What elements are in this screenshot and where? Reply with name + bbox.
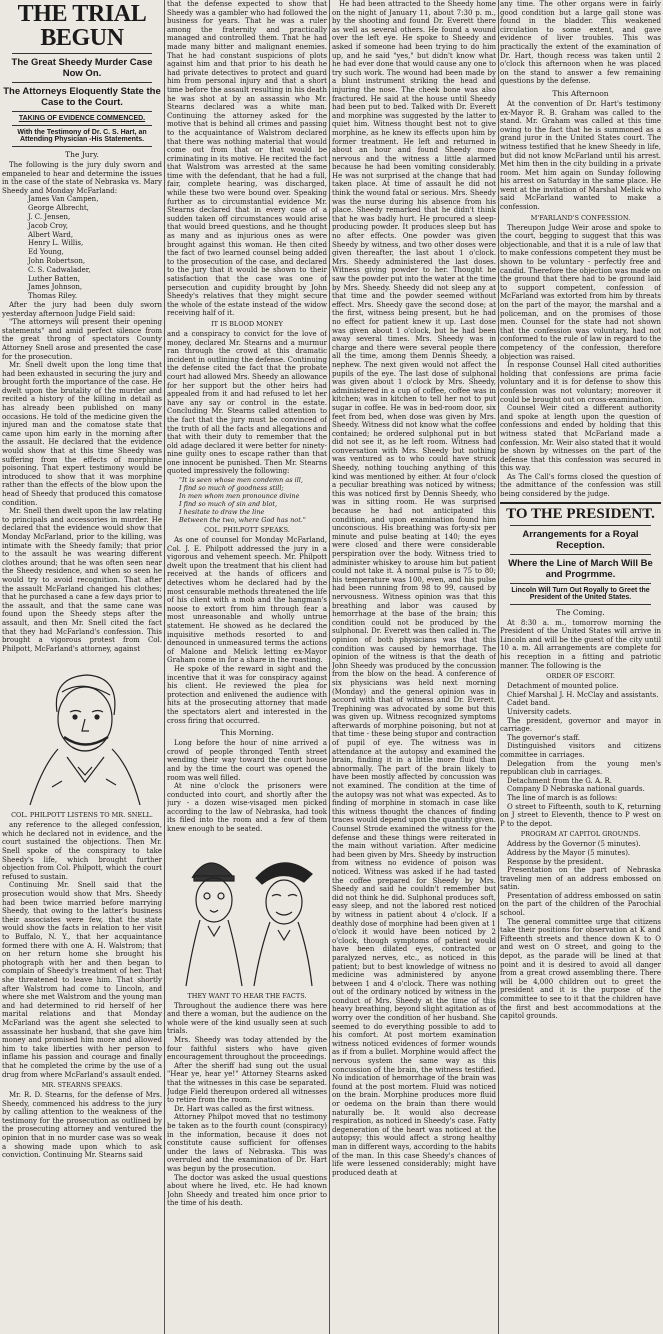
article-paragraph: O street to Fifteenth, south to K, returning on J street to Eleventh, thence to P west on P to the depot. [500,802,661,828]
article-paragraph: At 8:30 a. m., tomorrow morning the President of the United States will arrive in Lincoln and will be the guest of the city until 10 a. m. All arrangements are complete for his reception in a fitting and patriotic manner. The following is the [500,618,661,670]
article-paragraph: and a conspiracy to convict for the love of money, declared Mr. Stearns and a murmur ran through the crowd at this dramatic incident in outlining the defense. Continuing the defense cited the fact that the probate court had allowed Mrs. Sheedy an allowance for her support but the other heirs had appealed from it and had refused to let her have any say or control in the estate. Concluding Mr. Stearns called attention to the fact that the jury must be convinced of the truth of all the facts and allegations and that with their duty to remember that the old adage declared it were better for ninety-nine guilty ones to escape rather than that one innocent be punished. Then Mr. Stearns quoted impressively the following: [167,329,327,476]
poem-line: I find so much of sin and blot, [179,500,278,509]
escort-item: Delegation from the young men's republican club in carriages. [500,759,661,777]
president-deck-1: Arrangements for a Royal Reception. [522,528,639,551]
section-heading: This Afternoon [552,88,609,98]
section-heading: IT IS BLOOD MONEY [211,319,283,328]
article-paragraph: After the sheriff had sung out the usual "Hear ye, hear ye!" Attorney Stearns asked that the witnesses in this case be separated. Judge Field thereupon ordered all witnesses to retire from the room. [167,1061,327,1105]
article-paragraph: As one of counsel for Monday McFarland, Col. J. E. Philpott addressed the jury in a vigorous and vehement speech. Mr. Philpott dwelt upon the treatment that his client had received at the hands of officers and detectives whom he declared had by the most censurable methods threatened the life of his client with a mob and the hangman's noose to extort from him through fear a most unreasonable and wholly untrue statement. He showed as he declared the inquisitive methods resorted to and denounced in unmeasured terms the actions of Malone and Melick letting ex-Mayor Graham come in for a share in the roasting. [167,536,327,665]
escort-item: Cadet band. [507,699,551,708]
article-paragraph: He had been attracted to the Sheedy home on the night of January 11, about 7:30 p. m., by the shooting and found Dr. Everett there as well as several others. He found a wound over the left eye. He spoke to Sheedy and asked if someone had been trying to do him up, and he said "yes," but didn't know what he had ever done that would cause any one to try such work. The wound had been made by a blunt instrument striking the head and injuring the nose. The cheek bone was also fractured. He said at the house until Sheedy had been put to bed. Talked with Dr. Everett and morphine was suggested by the latter to quiet him. Witness thought best not to give morphine, as he knew its effects upon him by former treatment. He left and returned in about an hour and found Sheedy more nervous and the witness a little alarmed because he had been vomiting considerably. He was not surprised at the change that had taken place. At time of assault he did not think the wound fatal or serious. Mrs. Sheedy was the nurse during his absence from his place. Sheedy remarked that he didn't think that he was badly hurt. He procured a sleep-producing powder. It produces sleep but has no after effects. One powder was given Sheedy by witness, and two other doses were given thereafter, the last about 1 o'clock. Mrs. Sheedy administered the last doses. Witness giving powder to her. Thought he saw the powder put into the water at the time by Mrs. Sheedy. Sheedy did not sleep any at that time and the powder seemed without effect. Mrs. Sheedy gave the second dose; at the first, witness being present, but he had no effect for patient knew it up. Last dose was given about 1 o'clock, but he had been away several times. Mrs. Sheedy was in charge and there were several people there all the time, among them Dennis Sheedy, a nephew. The next given would not affect the pupils of the eye. The last dose of sulphonal was given about 1 o'clock by Mrs. Sheedy, administered in a cup of coffee, coffee was in kitchen; was in kitchen to tell her not to put sugar in coffee. He was in bed-room door, six feet from bed, when dose was given by Mrs. Sheedy. Witness did not know what the coffee contained; he ordered sulphonal put in but did not see it, as he left room. Witness had conversation with Mrs. Sheedy but nothing was ventured as to who could have struck Sheedy, nothing touching anything of this kind was mentioned by either. At four o'clock a peculiar breathing was noticed by witness; this was noticed first by Dennis Sheedy, who was in sitting room. He was surprised because he had not anticipated this condition, and upon examination found him unconscious. His breathing was forty-six per minute and pulse beating at 140; the eyes were closed and there were considerable perspiration over the body. Witness tried to administer whiskey to arouse him but patient could not take it. A normal pulse is 75 to 80; his temperature was 100, even, and his pulse had been running from 98 to 99, caused by nervousness. Witness opinion was that this breathing and labor was caused by hemorrhage at the base of the brain; this condition could not be produced by the sulphonal. Dr. Everett was then called in. The opinion of both physicians was that this condition was caused by hemorrhage. The opinion of the witness is that the death of John Sheedy was produced by the concussion from the blow on the head. A conference of six physicians was held next morning (Monday) and the general opinion was in accord with that of witness and Dr. Everett. Trephining was advocated by some but this was given up. Witness recognized symptoms afterwards of morphine poisoning, but not at that time - these being stupor and contraction of pupil of eye. The witness was in attendance at the autopsy and examined the brain, finding it in a little more fluid than abnormally. The part of the brain likely to have been mostly affected by concussion was not examined. The condition at the time of the autopsy was not what was expected. As to finding of morphine in stomach in case like this witness thought the chances of finding traces would depend upon the quantity given. Counsel Strode examined the witness for the defense and these things were reiterated in the main without variation. After medicine had been given by Mrs. Sheedy by instruction from witness no evidence of poison was noticed. Witness was asked if he had tasted the coffee prepared for Sheedy by Mrs. Sheedy and said he couldn't remember but did not think he did. Sulphonal produces soft, easy sleep, and not the labored rest noticed by witness in patient about 4 o'clock. If a deathly dose of morphine had been given at 1 o'clock it would have been noticed by 2 o'clock, though symptoms of patient would have been dilated eyes, contracted or paralyzed nerves, etc., as noticed in this patient; but to best knowledge of witness no medicine was administered by anyone between 1 and 4 o'clock. There was nothing out of the ordinary noticed by witness in the conduct of Mrs. Sheedy at the time of this heavy breathing, beyond slight agitation as of worry over the condition of her husband. She seemed to do everything possible to add to his comfort. At post mortem examination witness noticed evidences of former wounds as if from a bullet. Morphine would affect the nervous system the same way as this concussion of the brain, the witness testified. No indication of hemorrhage of the brain was found at the post mortem. Fluid was noticed on the brain. Morphine produces more fluid or oedema on the brain than there would naturally be. It would also decrease respiration, as noticed in Sheedy's case. Fatty degeneration of the heart was noticed at the autopsy; this would affect a strong healthy man in different ways, according to the habits of the man. In this case Sheedy's chances of life were lessened considerably; might have produced death at [332,0,496,1177]
juror: John Robertson, [28,256,86,265]
article-paragraph: Attorney Philpot moved that no testimony be taken as to the fourth count (conspiracy) in the information, because it does not constitute cause sufficient for offenses under the laws of Nebraska. This was overruled and the examination of Dr. Hart was begun by the prosecution. [167,1113,327,1173]
article-paragraph: Long before the hour of nine arrived a crowd of people thronged Tenth street wending their way toward the court house and by the time the court was opened the room was well filled. [167,739,327,782]
article-paragraph: that the defense expected to show that Sheedy was a gambler who had followed the business for years. That he was a ruler among the fraternity and practically managed and controlled them. That he had made many bitter and malignant enemies. That he had constant suspicions of plots against him and that prior to his death he had private detectives to protect and guard him from personal injury and that a short time before the assault resulting in his death he was shot at by an assassin who Mr. Stearns declared was a white man. Continuing the attorney asked for the motive that is behind all crimes and passing to the acquaintance of Walstrom declared that there was nothing material that would come out from that or that would be criminating in its motive. He recited the fact that Walstrom was arrested at the same time with the defendant, that he had a full, fair, complete hearing, was discharged, while these two were bound over. Speaking further as to circumstantial evidence Mr. Stearns declared that in every case of a sudden taken off circumstances would arise that would breed questions, and he thought as many and as injurious ones as were brought against this woman. He then cited the fact of two learned counsel being added to the prosecution of the case, and declared to the jury that it would be shown to their satisfaction that the case was one of persecution and cupidity brought by John Sheedy's relatives that they might secure the whole of the estate instead of the widow receiving half of it. [167,0,327,318]
program-item: Address by the Mayor (5 minutes). [507,848,631,857]
column-rule [164,0,165,1334]
column-2 [167,0,327,1334]
poem-line: In men whom men pronounce divine [179,492,300,501]
jury-heading: The Jury. [65,150,99,159]
article-paragraph: As The Call's forms closed the question of the admittance of the confession was still being considered by the judge. [500,472,661,499]
section-heading: MR. STEARNS SPEAKS. [41,1081,123,1090]
philpott-portrait-illustration [12,657,152,807]
escort-item: Company D Nebraska national guards. [507,785,645,794]
program-item: Presentation of address embossed on satin on the part of the children of the Parochial school. [500,891,661,918]
column-4 [500,0,661,1334]
poem-line: I hesitate to draw the line [179,508,265,517]
juror: Ed Young, [28,248,64,257]
juror: Thomas Riley. [28,292,78,301]
poem-line: I find so much of goodness still; [179,484,284,493]
escort-item: University cadets. [507,708,572,716]
article-paragraph: Mr. Snell then dwelt upon the law relating to principals and accessories in murder. He declared that the evidence would show that Monday McFarland, prior to the killing, was intimate with the Sheedy family; that prior to the assault he was wearing different clothes around; that he was often seen near the Sheedy residence, and when so seen he would try to avoid recognition. That after the assault McFarland changed his clothes; that he purchased a cane a few days prior to the assault, and that the same cane was found upon the Sheedy steps after the assault, and then Mr. Snell cited the fact that they had McFarland's confession. This brought a vigorous protest from Col. Philpott, McFarland's attorney, against [2,507,162,653]
trial-deck-1: The Great Sheedy Murder Case Now On. [11,57,153,79]
article-paragraph: At nine o'clock the prisoners were conducted into court, and shortly after the jury - a dozen wise-visaged men picked according to the law of Nebraska, had took its filed into the room and a few of them knew enough to be seated. [167,782,327,834]
column-1 [2,0,162,1334]
trial-headline: THE TRIAL BEGUN [17,1,147,51]
article-paragraph: The doctor was asked the usual questions about where he lived, etc. He had known John Sheedy and treated him once prior to the time of his death. [167,1173,327,1208]
poem-line: Between the two, where God has not." [179,516,306,525]
program-item: Response by the president. [507,857,604,866]
illustration-caption: COL. PHILPOTT LISTENS TO MR. SNELL. [11,811,153,820]
section-heading: The Coming. [556,607,605,617]
article-paragraph: Dr. Hart was called as the first witness. [174,1104,315,1113]
juror: J. C. Jensen, [28,212,71,221]
article-paragraph: Mrs. Sheedy was today attended by the four faithful sisters who have given encouragement throughout the proceedings. [167,1036,327,1062]
article-paragraph: In response Counsel Hall cited authorities holding that confessions are prima facie voluntary and it is for defense to show this confession was not voluntary; moreover it could be brought out on cross-examination. [500,361,661,404]
escort-item: Chief Marshal J. H. McClay and assistants. [507,690,659,699]
section-heading: This Morning. [220,728,274,738]
poem-line: "It is seen whose men condemn as ill, [179,476,303,485]
section-heading: The line of march is as follows: [507,793,618,802]
juror: Albert Ward, [28,230,74,239]
escort-item: Distinguished visitors and citizens committee in carriages. [500,742,661,759]
juror: Henry L. Willis, [28,239,84,248]
juror: James Van Campen, [28,195,99,204]
juror: George Albrecht, [28,204,89,213]
section-heading: PROGRAM AT CAPITOL GROUNDS. [520,830,641,839]
article-paragraph: At the convention of Dr. Hart's testimony ex-Mayor R. B. Graham was called to the stand. Mr. Graham was called at this time owing to the fact that he is summoned as a grand juror in the United States court. The witness testified that he knew Sheedy in life, but did not know McFarland until his arrest. Met him then in the city building in a private room. Met him again on Sunday following his arrest on Saturday in the same place. He went at the invitation of Marshal Melick who said McFarland wanted to make a confession. [500,99,661,212]
article-paragraph: any time. The other organs were in fairly good condition but a large gall stone was found in the bladder. This weakened circulation to some extent, and gave evidence of liver troubles. This was practically the extent of the examination of Dr. Hart, though recess was taken until 2 o'clock this afternoon when he was placed on the stand to answer a few remaining questions by the defense. [500,0,661,86]
article-paragraph: any reference to the alleged confession, which he declared not in evidence, and the court sustained the objections. Then Mr. Snell spoke of the conspiracy to take Sheedy's life, which brought further objection from Col. Philpott, which the court refused to sustain. [2,821,162,881]
article-paragraph: After the jury had been duly sworn yesterday afternoon Judge Field said: [2,300,162,318]
article-paragraph: Mr. Snell dwelt upon the long time that had been exhausted in securing the jury and brought forth the importance of the case. He dwelt upon the brutality of the murder and recited a history of the killing in detail as has already been published on many occasions. He told of the medicine given the injured man and the comatose state that came upon him early in the morning after the assault. He declared that the evidence would show that at this time Sheedy was suffering from the effects of morphine poisoning. That expert testimony would be introduced to show that it was morphine rather than the effects of the blow upon the head of Sheedy that produced this comatose condition. [2,361,162,507]
trial-deck-3: TAKING OF EVIDENCE COMMENCED. [18,115,146,122]
program-item: Address by the Governor (5 minutes). [507,840,641,849]
article-paragraph: Thereupon Judge Weir arose and spoke to the court, begging to suggest that this was objectionable, and that it is a rule of law that to make confessions competent they must be shown to be voluntary - perfectly free and candid. Therefore the objection was made on the ground that there had to be ground laid to support competent, confession of McFarland was extorted from him by threats on the part of the mayor, the marshal and a policeman, and on the promises of those men. Counsel for the state had not shown that the confession was voluntary, had not conformed to the rule of law in regard to the competency of the confession, therefore objection was raised. [500,223,661,361]
column-3 [332,0,496,1334]
escort-item: The president, governor and mayor in carriage. [500,716,661,734]
column-rule [498,0,499,1334]
section-heading: ORDER OF ESCORT. [546,672,615,681]
president-headline: TO THE PRESIDENT. [506,505,655,522]
juror: C. S. Cadwalader, [28,265,91,274]
article-paragraph: He spoke of the reward in sight and the incentive that it was for conspiracy against his client. He reviewed the plea for protection and enlivened the audience with hits at the prosecuting attorney that made the spectators alert and interested in the cross firing that occurred. [167,664,327,725]
article-paragraph: Mr. R. D. Stearns, for the defense of Mrs. Sheedy, commenced his address to the jury by calling attention to the weakness of the testimony for the prosecution as outlined by the prosecuting attorney and ventured the opinion that in no murder case was so weak a showing made upon which to ask conviction. Continuing Mr. Stearns said [2,1091,162,1160]
article-paragraph: "The attorneys will present their opening statements" and amid perfect silence from the great throng of spectators County Attorney Snell arose and presented the case for the prosecution. [2,318,162,361]
jury-intro: The following is the jury duly sworn and empaneled to hear and determine the issues in the case of the state of Nebraska vs. Mary Sheedy and Monday McFarland: [2,161,162,195]
illustration-caption: THEY WANT TO HEAR THE FACTS. [187,991,307,1000]
article-paragraph: Continuing Mr. Snell said that the prosecution would show that Mrs. Sheedy had been twice married before marrying Sheedy, that owing to the latter's business their associates were few, that the state would show the facts in relation to her visit to Buffalo, N. Y., that her acquaintance formed there with one A. H. Walstrom; that on her return home she brought his photograph with her and then began to complain of Sheedy's treatment of her. That she threatened to leave him. That shortly after Walstrom had come to Lincoln, and where she met Walstrom and the young man and had determined to rid herself of her marital relations and that Monday McFarland was the agent she selected to assassinate her husband, that she gave him money and promised him more and allowed him to take liberties with her person to inflame his passion and courage and finally that he completed the crime by the use of a drug from where McFarland's assault ended. [2,881,162,1079]
juror: Jacob Croy, [28,221,68,230]
escort-item: Detachment of mounted police. [507,682,619,691]
president-deck-3: Lincoln Will Turn Out Royally to Greet the President of the United States. [511,586,650,601]
article-paragraph: Counsel Weir cited a different authority and spoke at length upon the question of confessions and ended by holding that this witness stated that McFarland made a confession. Mr. Weir also stated that it would be shown by witnesses on the part of the defense that this confession was secured in this way. [500,404,661,473]
spectators-illustration [172,838,322,988]
juror: Luther Batten, [28,274,81,283]
section-heading: M'FARLAND'S CONFESSION. [530,213,631,222]
article-paragraph: The general committee urge that citizens take their positions for observation at K and Fifteenth streets and thence down K to O and west on O street, and going to the depot, as the parade will be lined at that point and it is desired to avoid all danger from a great crowd assembling there. There will be 4,000 children out to greet the president and it is the purpose of the committee to see to it that the children have the first and best accommodations at the capitol grounds. [500,917,661,1021]
program-item: Presentation on the part of Nebraska traveling men of an address embossed on satin. [500,866,661,892]
escort-item: The governor's staff. [507,733,581,742]
section-heading: COL. PHILPOTT SPEAKS. [204,526,290,535]
trial-deck-2: The Attorneys Eloquently State the Case to the Court. [3,86,161,108]
trial-deck-4: With the Testimony of Dr. C. S. Hart, an Attending Physician -His Statements. [17,129,147,143]
president-deck-2: Where the Line of March Will Be and Progrmme. [508,557,653,580]
article-paragraph: Throughout the audience there was here and there a woman, but the audience on the whole were of the kind usually seen at such trials. [167,1001,327,1036]
column-rule [329,0,330,1334]
juror: James Johnson, [28,283,83,292]
escort-item: Detachment from the G. A. R. [507,776,612,785]
